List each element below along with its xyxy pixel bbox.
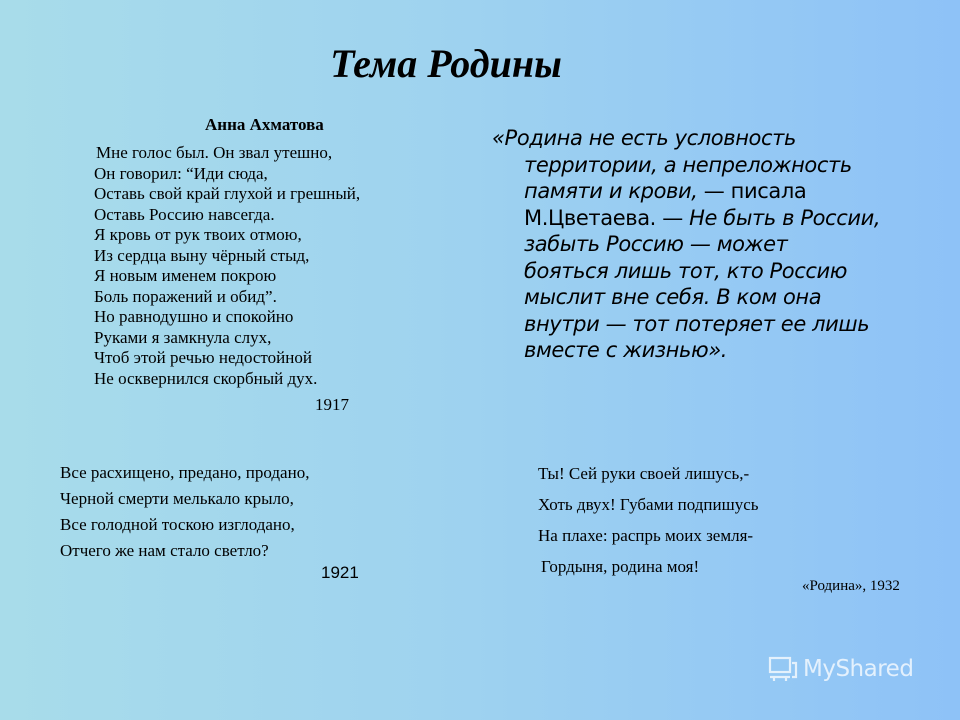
- quote-line: внутри — тот потеряет ее лишь: [524, 311, 870, 336]
- watermark-logo: [768, 655, 913, 683]
- poem-line: Я новым именем покрою: [94, 266, 277, 285]
- quote-line: забыть Россию — может: [524, 232, 788, 256]
- poem-text-1921: [60, 460, 309, 564]
- poem-line: Оставь Россию навсегда.: [94, 204, 275, 224]
- slide-title: Тема Родины: [330, 41, 562, 86]
- poem-line: Не осквернился скорбный дух.: [94, 368, 318, 388]
- poem-line: Я кровь от рук твоих отмою,: [94, 225, 302, 244]
- quote-attribution: М.Цветаева. —: [524, 205, 683, 230]
- poem-line: Оставь свой край глухой и грешный,: [94, 184, 361, 203]
- poem-year: 1921: [321, 563, 359, 582]
- poem-line: Мне голос был. Он звал утешно,: [96, 143, 333, 162]
- poem-author: Анна Ахматова: [205, 115, 324, 134]
- quote-line: Не быть в России,: [682, 205, 881, 230]
- poem-line: Гордыня, родина моя!: [541, 557, 700, 576]
- poem-line: Отчего же нам стало светло?: [60, 541, 269, 560]
- quote-line: бояться лишь тот, кто Россию: [524, 258, 848, 283]
- poem-line: Он говорил: “Иди сюда,: [94, 163, 268, 183]
- quote-line: мыслит вне себя. В ком она: [524, 285, 822, 309]
- poem-line: Ты! Сей руки своей лишусь,-: [538, 464, 750, 483]
- quote-attribution: — писала: [697, 179, 807, 203]
- poem-line: Но равнодушно и спокойно: [94, 307, 294, 326]
- poem-text-1917: [94, 143, 360, 389]
- poem-line: Все расхищено, предано, продано,: [60, 463, 310, 482]
- poem-line: Руками я замкнула слух,: [94, 327, 272, 347]
- quote-line: памяти и крови,: [524, 179, 698, 203]
- quote-line: вместе с жизнью».: [524, 338, 728, 362]
- presentation-icon: [768, 655, 798, 683]
- poem-text-rodina: [538, 458, 759, 582]
- poem-line: Черной смерти мелькало крыло,: [60, 489, 294, 508]
- quote-line: территории, а непреложность: [524, 152, 852, 177]
- poem-source: «Родина», 1932: [802, 578, 900, 594]
- watermark-text: MyShared: [803, 656, 914, 682]
- tsvetaeva-quote: [492, 125, 932, 364]
- poem-line: Хоть двух! Губами подпишусь: [538, 495, 759, 514]
- quote-line: «Родина не есть условность: [492, 126, 796, 150]
- poem-line: На плахе: распрь моих земля-: [538, 526, 754, 545]
- poem-year: 1917: [315, 395, 349, 414]
- poem-line: Чтоб этой речью недостойной: [94, 348, 312, 367]
- poem-line: Все голодной тоскою изглодано,: [60, 515, 295, 534]
- poem-line: Из сердца выну чёрный стыд,: [94, 245, 310, 265]
- poem-line: Боль поражений и обид”.: [94, 286, 277, 306]
